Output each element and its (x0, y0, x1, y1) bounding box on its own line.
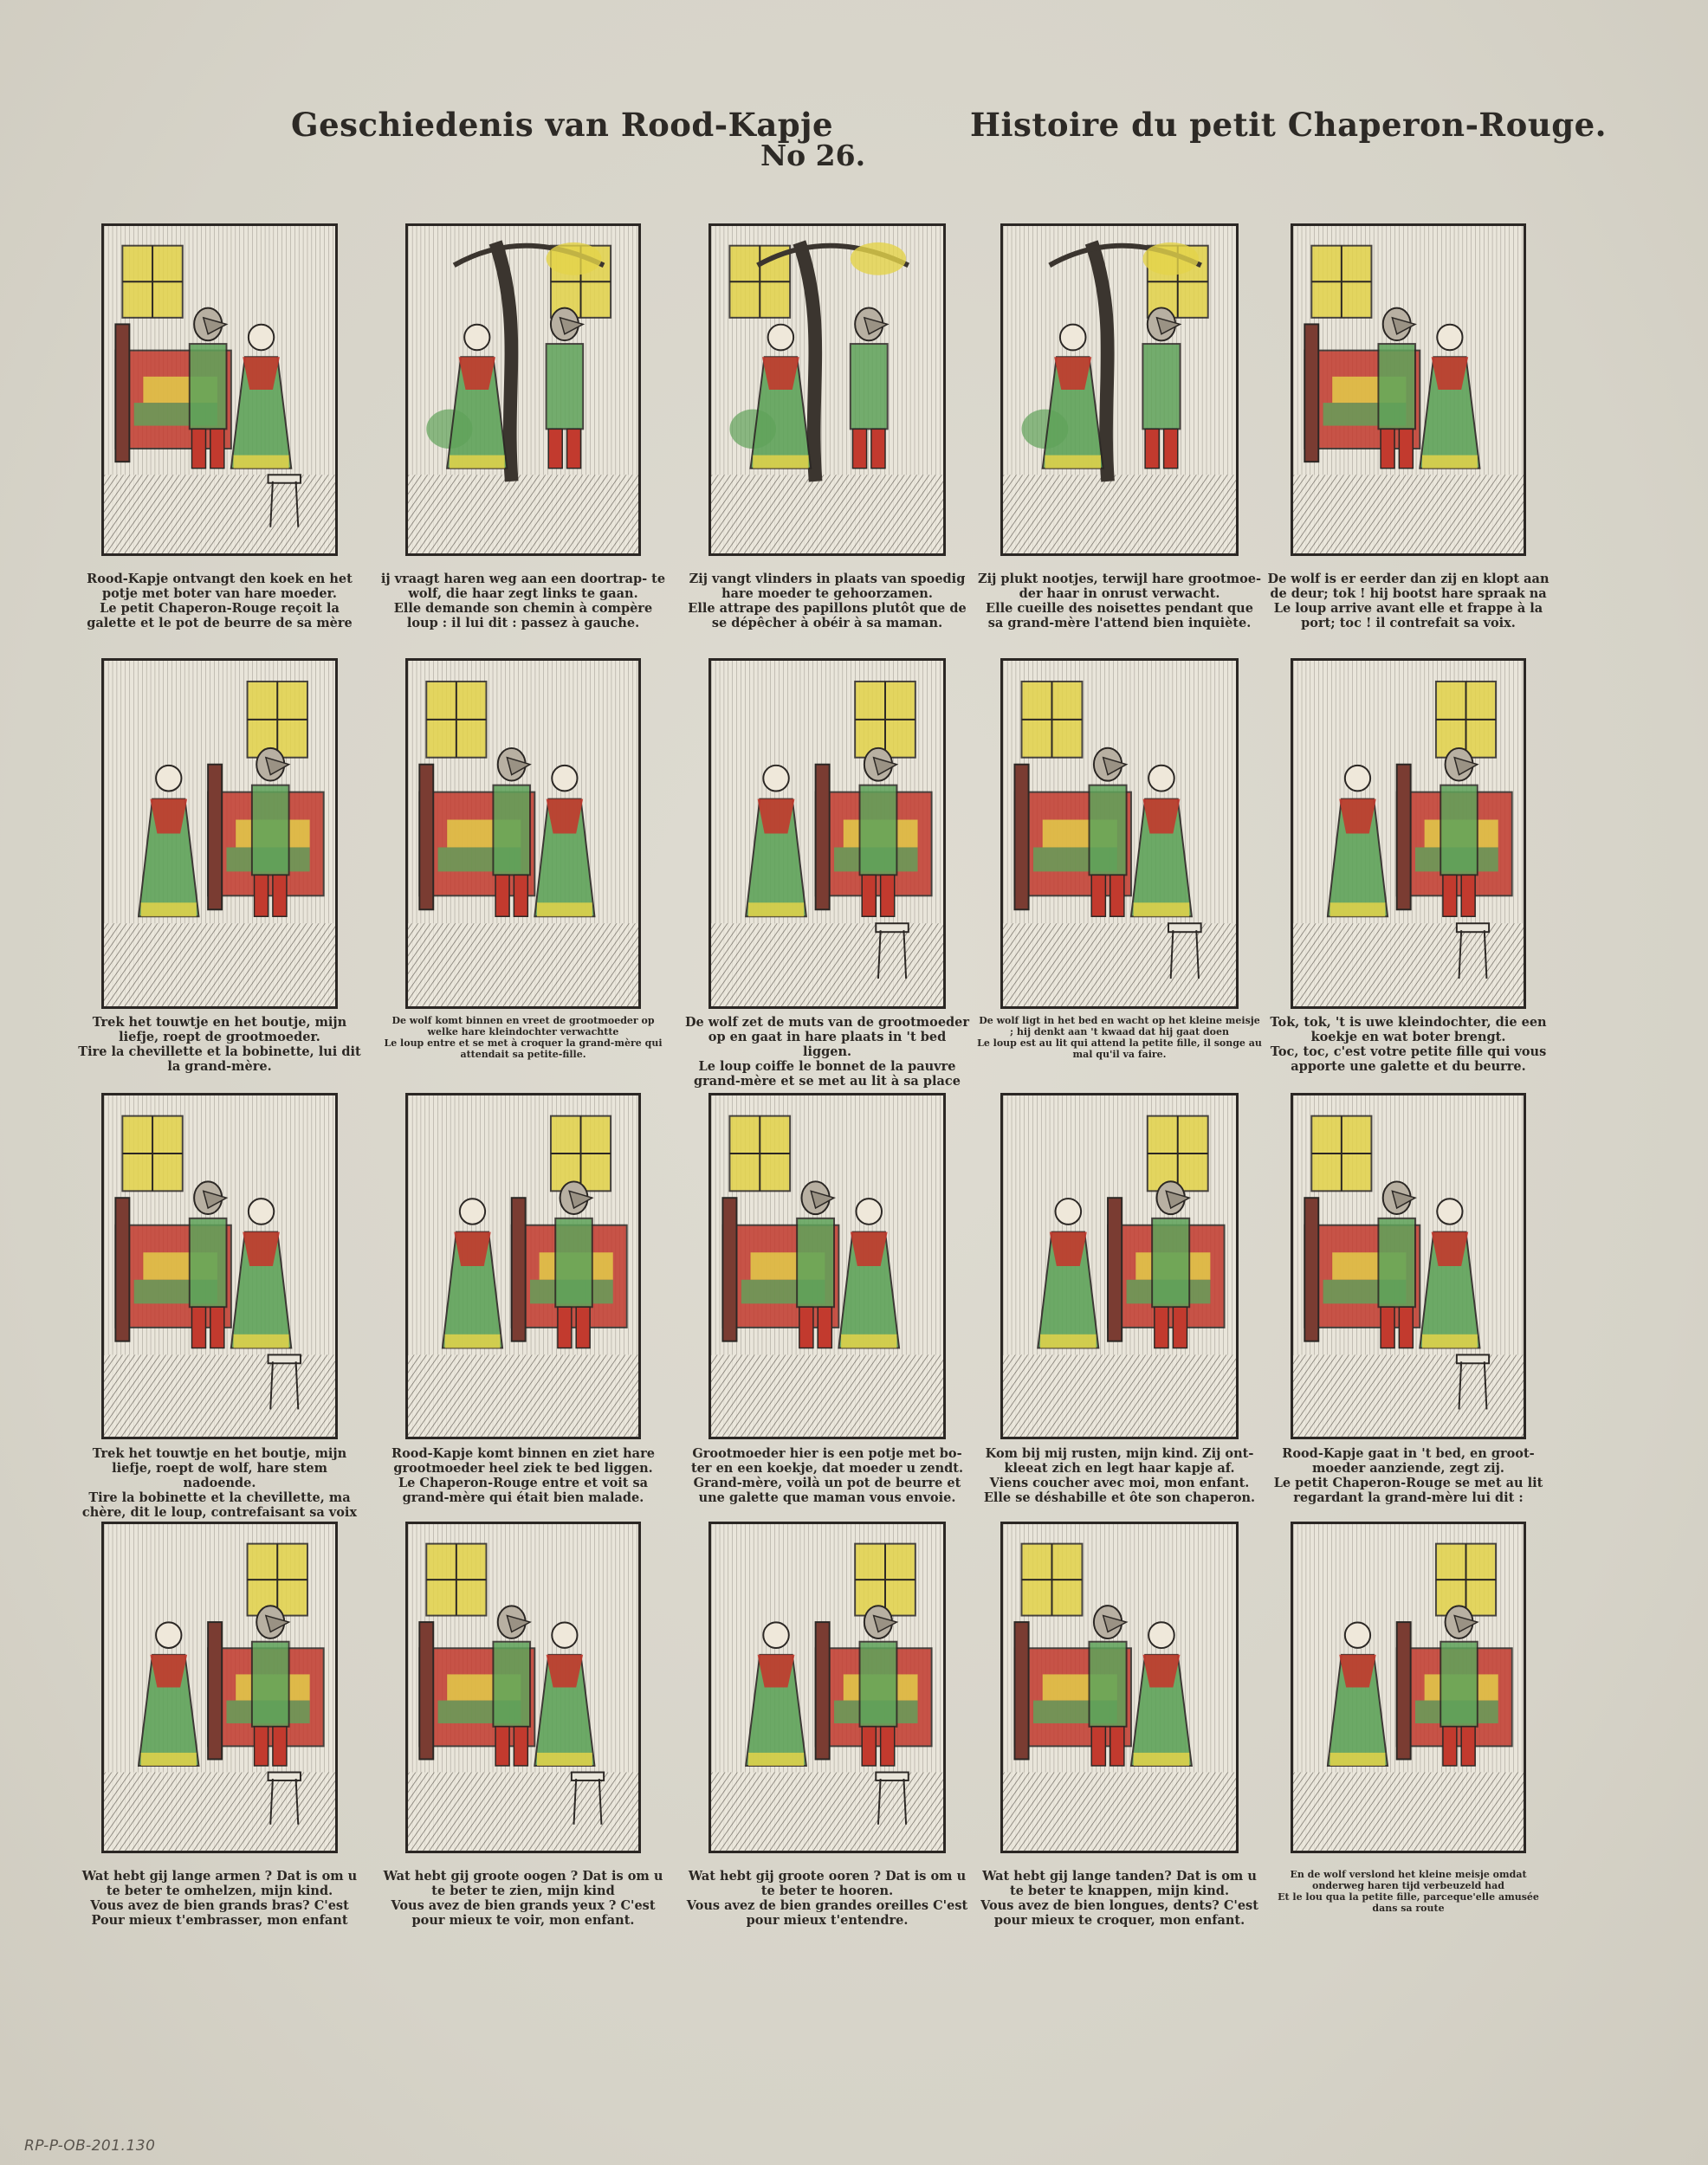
panel-caption-5 (1265, 572, 1551, 630)
caption-dutch: Tok, tok, 't is uwe kleindochter, die een koekje en wat boter brengt. (1270, 1015, 1547, 1044)
caption-french: Et le lou qua la petite fille, parceque'elle amusée dans sa route (1278, 1891, 1539, 1914)
illustration-panel-16 (101, 1522, 338, 1853)
caption-dutch: Wat hebt gij groote oogen ? Dat is om u te beter te zien, mijn kind (383, 1869, 663, 1898)
illustration-panel-12 (405, 1093, 641, 1439)
caption-french: Vous avez de bien grandes oreilles C'est pour mieux t'entendre. (686, 1898, 968, 1928)
caption-dutch: Kom bij mij rusten, mijn kind. Zij ont- kleeat zich en legt haar kapje af. (985, 1446, 1254, 1476)
panel-caption-10 (1265, 1015, 1551, 1074)
panel-caption-17 (380, 1869, 666, 1928)
caption-french: Tire la bobinette et la chevillette, ma chère, dit le loup, contrefaisant sa voix (81, 1490, 358, 1520)
caption-dutch: Wat hebt gij lange armen ? Dat is om u te beter te omhelzen, mijn kind. (81, 1869, 358, 1898)
panel-caption-15 (1265, 1446, 1551, 1505)
panel-caption-18 (684, 1869, 970, 1928)
caption-french: Elle demande son chemin à compère loup : il lui dit : passez à gauche. (393, 601, 653, 630)
caption-french: Grand-mère, voilà un pot de beurre et une galette que maman vous envoie. (693, 1476, 961, 1505)
illustration-panel-20 (1291, 1522, 1526, 1853)
illustration-panel-19 (1000, 1522, 1239, 1853)
caption-french: Elle cueille des noisettes pendant que sa grand-mère l'attend bien inquiète. (986, 601, 1253, 630)
panel-caption-19 (977, 1869, 1263, 1928)
caption-french: Vous avez de bien grands bras? C'est Pour mieux t'embrasser, mon enfant (90, 1898, 349, 1928)
panel-caption-4 (977, 572, 1263, 630)
caption-dutch: Zij plukt nootjes, terwijl hare grootmoe- der haar in onrust verwacht. (978, 572, 1261, 601)
caption-french: Toc, toc, c'est votre petite fille qui vous apporte une galette et du beurre. (1270, 1044, 1547, 1074)
illustration-panel-7 (405, 658, 641, 1009)
caption-french: Le loup coiffe le bonnet de la pauvre grand-mère et se met au lit à sa place (694, 1059, 961, 1089)
sheet-number: No 26. (760, 139, 866, 172)
illustration-panel-17 (405, 1522, 641, 1853)
caption-dutch: Grootmoeder hier is een potje met bo- ter en een koekje, dat moeder u zendt. (690, 1446, 964, 1476)
caption-french: Tire la chevillette et la bobinette, lui dit la grand-mère. (78, 1044, 361, 1074)
title-french: Histoire du petit Chaperon-Rouge. (970, 106, 1608, 144)
panel-caption-6 (77, 1015, 363, 1074)
caption-french: Le Chaperon-Rouge entre et voit sa grand-mère qui était bien malade. (398, 1476, 649, 1505)
panel-caption-9 (977, 1015, 1263, 1060)
illustration-panel-14 (1000, 1093, 1239, 1439)
panel-caption-2 (380, 572, 666, 630)
panel-caption-16 (77, 1869, 363, 1928)
caption-french: Le petit Chaperon-Rouge se met au lit regardant la grand-mère lui dit : (1273, 1476, 1543, 1505)
panel-caption-8 (684, 1015, 970, 1089)
title-dutch: Geschiedenis van Rood-Kapje (291, 106, 834, 144)
panel-caption-11 (77, 1446, 363, 1520)
caption-dutch: Rood-Kapje gaat in 't bed, en groot- moeder aanziende, zegt zij. (1282, 1446, 1535, 1476)
panel-caption-13 (684, 1446, 970, 1505)
illustration-panel-5 (1291, 223, 1526, 556)
panel-caption-3 (684, 572, 970, 630)
caption-french: Elle attrape des papillons plutôt que de se dépêcher à obéir à sa maman. (688, 601, 967, 630)
caption-dutch: De wolf is er eerder dan zij en klopt aan de deur; tok ! hij bootst hare spraak na (1267, 572, 1549, 601)
caption-dutch: Rood-Kapje komt binnen en ziet hare grootmoeder heel ziek te bed liggen. (391, 1446, 655, 1476)
illustration-panel-10 (1291, 658, 1526, 1009)
caption-dutch: De wolf zet de muts van de grootmoeder op en gaat in hare plaats in 't bed liggen. (684, 1015, 970, 1059)
caption-dutch: Zij vangt vlinders in plaats van spoedig hare moeder te gehoorzamen. (689, 572, 966, 601)
panel-caption-1 (77, 572, 363, 630)
illustration-panel-6 (101, 658, 338, 1009)
caption-french: Le loup entre et se met à croquer la grand-mère qui attendait sa petite-fille. (384, 1037, 663, 1060)
illustration-panel-2 (405, 223, 641, 556)
caption-dutch: Wat hebt gij groote ooren ? Dat is om u te beter te hooren. (688, 1869, 967, 1898)
caption-french: Vous avez de bien grands yeux ? C'est pour mieux te voir, mon enfant. (391, 1898, 656, 1928)
caption-dutch: Rood-Kapje ontvangt den koek en het potje met boter van hare moeder. (87, 572, 353, 601)
illustration-panel-18 (708, 1522, 946, 1853)
illustration-panel-15 (1291, 1093, 1526, 1439)
caption-dutch: Trek het touwtje en het boutje, mijn liefje, roept de wolf, hare stem nadoende. (92, 1446, 347, 1490)
caption-dutch: Trek het touwtje en het boutje, mijn liefje, roept de grootmoeder. (92, 1015, 347, 1044)
panel-caption-7 (380, 1015, 666, 1060)
panel-caption-12 (380, 1446, 666, 1505)
illustration-panel-8 (708, 658, 946, 1009)
caption-french: Le loup est au lit qui attend la petite fille, il songe au mal qu'il va faire. (977, 1037, 1262, 1060)
illustration-panel-3 (708, 223, 946, 556)
caption-french: Le petit Chaperon-Rouge reçoit la galette et le pot de beurre de sa mère (87, 601, 353, 630)
illustration-panel-9 (1000, 658, 1239, 1009)
panel-caption-20 (1265, 1869, 1551, 1914)
caption-french: Viens coucher avec moi, mon enfant. Elle se déshabille et ôte son chaperon. (983, 1476, 1256, 1505)
illustration-panel-4 (1000, 223, 1239, 556)
caption-dutch: ij vraagt haren weg aan een doortrap- te wolf, die haar zegt links te gaan. (380, 572, 666, 601)
caption-french: Vous avez de bien longues, dents? C'est pour mieux te croquer, mon enfant. (980, 1898, 1258, 1928)
caption-dutch: En de wolf verslond het kleine meisje omdat onderweg haren tijd verbeuzeld had (1290, 1869, 1527, 1891)
caption-french: Le loup arrive avant elle et frappe à la port; toc ! il contrefait sa voix. (1273, 601, 1543, 630)
caption-dutch: Wat hebt gij lange tanden? Dat is om u te beter te knappen, mijn kind. (982, 1869, 1257, 1898)
caption-dutch: De wolf ligt in het bed en wacht op het kleine meisje ; hij denkt aan 't kwaad dat hij gaat doen (979, 1015, 1260, 1037)
illustration-panel-1 (101, 223, 338, 556)
panel-caption-14 (977, 1446, 1263, 1505)
illustration-panel-13 (708, 1093, 946, 1439)
inventory-stamp: RP-P-OB-201.130 (24, 2137, 156, 2155)
illustration-panel-11 (101, 1093, 338, 1439)
caption-dutch: De wolf komt binnen en vreet de grootmoeder op welke hare kleindochter verwachtte (391, 1015, 655, 1037)
